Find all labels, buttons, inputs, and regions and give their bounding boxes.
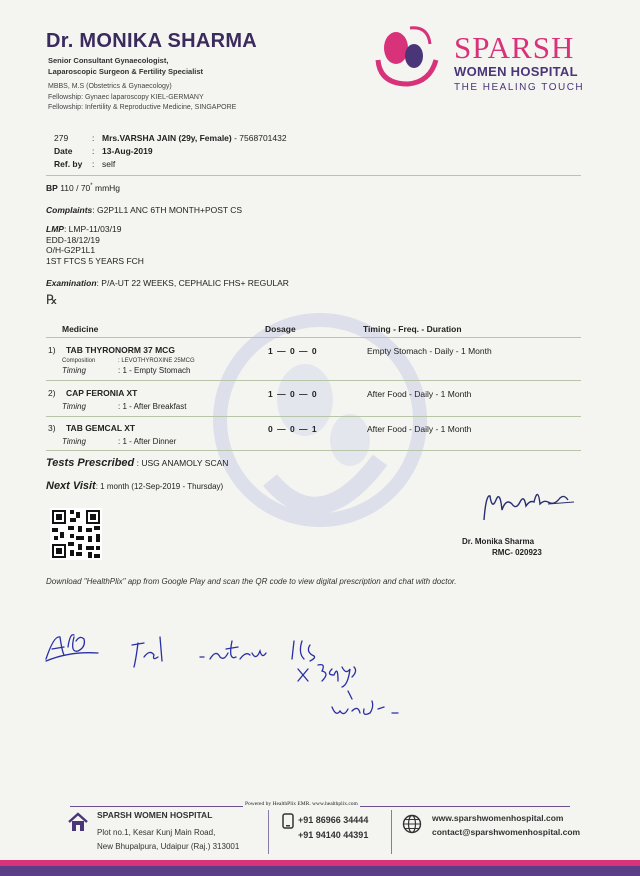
ref-label: Ref. by xyxy=(54,159,83,169)
tests-value: : USG ANAMOLY SCAN xyxy=(136,458,229,468)
hospital-logo-icon xyxy=(370,22,440,88)
medicine-1-composition-label: Composition xyxy=(62,358,96,364)
medicine-3-dosage: 0 — 0 — 1 xyxy=(268,424,318,434)
medicine-2-number: 2) xyxy=(48,388,56,398)
obstetric-history: O/H-G2P1L1 xyxy=(46,245,96,255)
phone-icon xyxy=(282,813,294,829)
medicine-1-schedule: Empty Stomach - Daily - 1 Month xyxy=(367,346,492,356)
medicine-1-dosage: 1 — 0 — 0 xyxy=(268,346,318,356)
medicine-3-timing: : 1 - After Dinner xyxy=(118,437,177,446)
medicine-1-timing-label: Timing xyxy=(62,366,86,375)
medicine-2-timing: : 1 - After Breakfast xyxy=(118,402,187,411)
bp-label: BP xyxy=(46,183,58,193)
patient-name: Mrs.VARSHA JAIN (29y, Female) xyxy=(102,133,232,143)
medicine-1-composition: : LEVOTHYROXINE 25MCG xyxy=(118,358,195,364)
footer-phone-2[interactable]: +91 94140 44391 xyxy=(298,830,369,840)
lmp-label: LMP xyxy=(46,224,64,234)
patient-id: 279 xyxy=(54,133,69,143)
hospital-tagline: THE HEALING TOUCH xyxy=(454,82,585,93)
hospital-brand-name: SPARSH xyxy=(454,30,575,65)
medicine-1-name: TAB THYRONORM 37 MCG xyxy=(66,345,175,355)
doctor-name: Dr. MONIKA SHARMA xyxy=(46,30,258,52)
patient-phone: - 7568701432 xyxy=(231,133,287,143)
doctor-signature-icon xyxy=(478,480,578,526)
doctor-title-line2: Laparoscopic Surgeon & Fertility Specialist xyxy=(48,67,204,76)
handwritten-notes-icon xyxy=(40,625,470,730)
table-row-divider xyxy=(46,416,581,417)
lmp-value: : LMP-11/03/19 xyxy=(63,224,122,234)
tests-prescribed xyxy=(46,457,228,469)
patient-id-colon: : xyxy=(92,133,95,143)
next-visit-value: : 1 month (12-Sep-2019 - Thursday) xyxy=(95,482,224,491)
doctor-qual-fellowship2: Fellowship: Infertility & Reproductive Medicine, SINGAPORE xyxy=(48,104,237,111)
signature-name: Dr. Monika Sharma xyxy=(462,537,535,546)
examination-label: Examination xyxy=(46,278,97,288)
globe-icon xyxy=(402,814,422,834)
footer-separator xyxy=(268,810,269,854)
lmp-section xyxy=(46,224,144,266)
examination xyxy=(46,278,289,288)
divider xyxy=(46,175,581,176)
date-label: Date xyxy=(54,146,73,156)
footer-separator xyxy=(391,810,392,854)
blood-pressure: BP 110 / 70* mmHg xyxy=(46,183,121,193)
next-visit-label: Next Visit xyxy=(46,480,96,492)
rx-symbol: ℞ xyxy=(46,292,58,307)
footer-website-link[interactable]: www.sparshwomenhospital.com xyxy=(432,813,564,823)
powered-by: Powered by HealthPlix EMR. www.healthplix.com xyxy=(245,801,358,807)
table-row-divider xyxy=(46,450,581,451)
medicine-3-timing-label: Timing xyxy=(62,437,86,446)
header-medicine: Medicine xyxy=(62,324,99,334)
next-visit xyxy=(46,480,223,492)
doctor-qualifications xyxy=(48,82,236,114)
examination-value: : P/A-UT 22 WEEKS, CEPHALIC FHS+ REGULAR xyxy=(96,278,289,288)
patient-details xyxy=(102,133,287,143)
footer-email-link[interactable]: contact@sparshwomenhospital.com xyxy=(432,827,581,837)
medicine-1-number: 1) xyxy=(48,345,56,355)
medicine-2-timing-label: Timing xyxy=(62,402,86,411)
complaints-label: Complaints xyxy=(46,205,93,215)
medicine-2-schedule: After Food - Daily - 1 Month xyxy=(367,389,472,399)
ref-colon: : xyxy=(92,159,95,169)
footer-address xyxy=(97,826,239,854)
download-note: Download "HealthPlix" app from Google Play and scan the QR code to view digital prescription and chat with doctor. xyxy=(46,577,457,586)
header-dosage: Dosage xyxy=(265,324,296,334)
footer-phone-1[interactable]: +91 86966 34444 xyxy=(298,815,369,825)
doctor-title xyxy=(48,55,203,77)
doctor-title-line1: Senior Consultant Gynaecologist, xyxy=(48,56,169,65)
medicine-3-number: 3) xyxy=(48,423,56,433)
medicine-3-name: TAB GEMCAL XT xyxy=(66,423,136,433)
table-header-divider xyxy=(46,337,581,338)
edd-value: EDD-18/12/19 xyxy=(46,234,100,245)
complaints-value: : G2P1L1 ANC 6TH MONTH+POST CS xyxy=(92,205,243,215)
signature-rmc: RMC- 020923 xyxy=(492,548,542,557)
footer-hospital-name: SPARSH WOMEN HOSPITAL xyxy=(97,810,213,820)
qr-code-icon[interactable] xyxy=(50,508,102,560)
footer-purple-bar xyxy=(0,866,640,876)
doctor-qual-degree: MBBS, M.S (Obstetrics & Gynaecology) xyxy=(48,83,172,90)
date-colon: : xyxy=(92,146,95,156)
medicine-2-dosage: 1 — 0 — 0 xyxy=(268,389,318,399)
medicine-3-schedule: After Food - Daily - 1 Month xyxy=(367,424,472,434)
table-row-divider xyxy=(46,380,581,381)
doctor-qual-fellowship1: Fellowship: Gynaec laparoscopy KIEL-GERMANY xyxy=(48,93,204,101)
bp-unit: mmHg xyxy=(92,183,121,193)
previous-delivery: 1ST FTCS 5 YEARS FCH xyxy=(46,255,144,266)
referred-by: self xyxy=(102,159,116,169)
medicine-2-name: CAP FERONIA XT xyxy=(66,388,138,398)
complaints xyxy=(46,205,242,215)
home-icon xyxy=(67,811,89,833)
medicine-1-timing: : 1 - Empty Stomach xyxy=(118,366,191,375)
tests-label: Tests Prescribed xyxy=(46,457,135,469)
visit-date: 13-Aug-2019 xyxy=(102,146,153,156)
header-timing: Timing - Freq. - Duration xyxy=(363,324,462,334)
footer-address-line1: Plot no.1, Kesar Kunj Main Road, xyxy=(97,828,216,837)
bp-value: 110 / 70 xyxy=(60,183,91,193)
footer-address-line2: New Bhupalpura, Udaipur (Raj.) 313001 xyxy=(97,842,240,851)
hospital-brand-subtitle: WOMEN HOSPITAL xyxy=(454,64,578,79)
